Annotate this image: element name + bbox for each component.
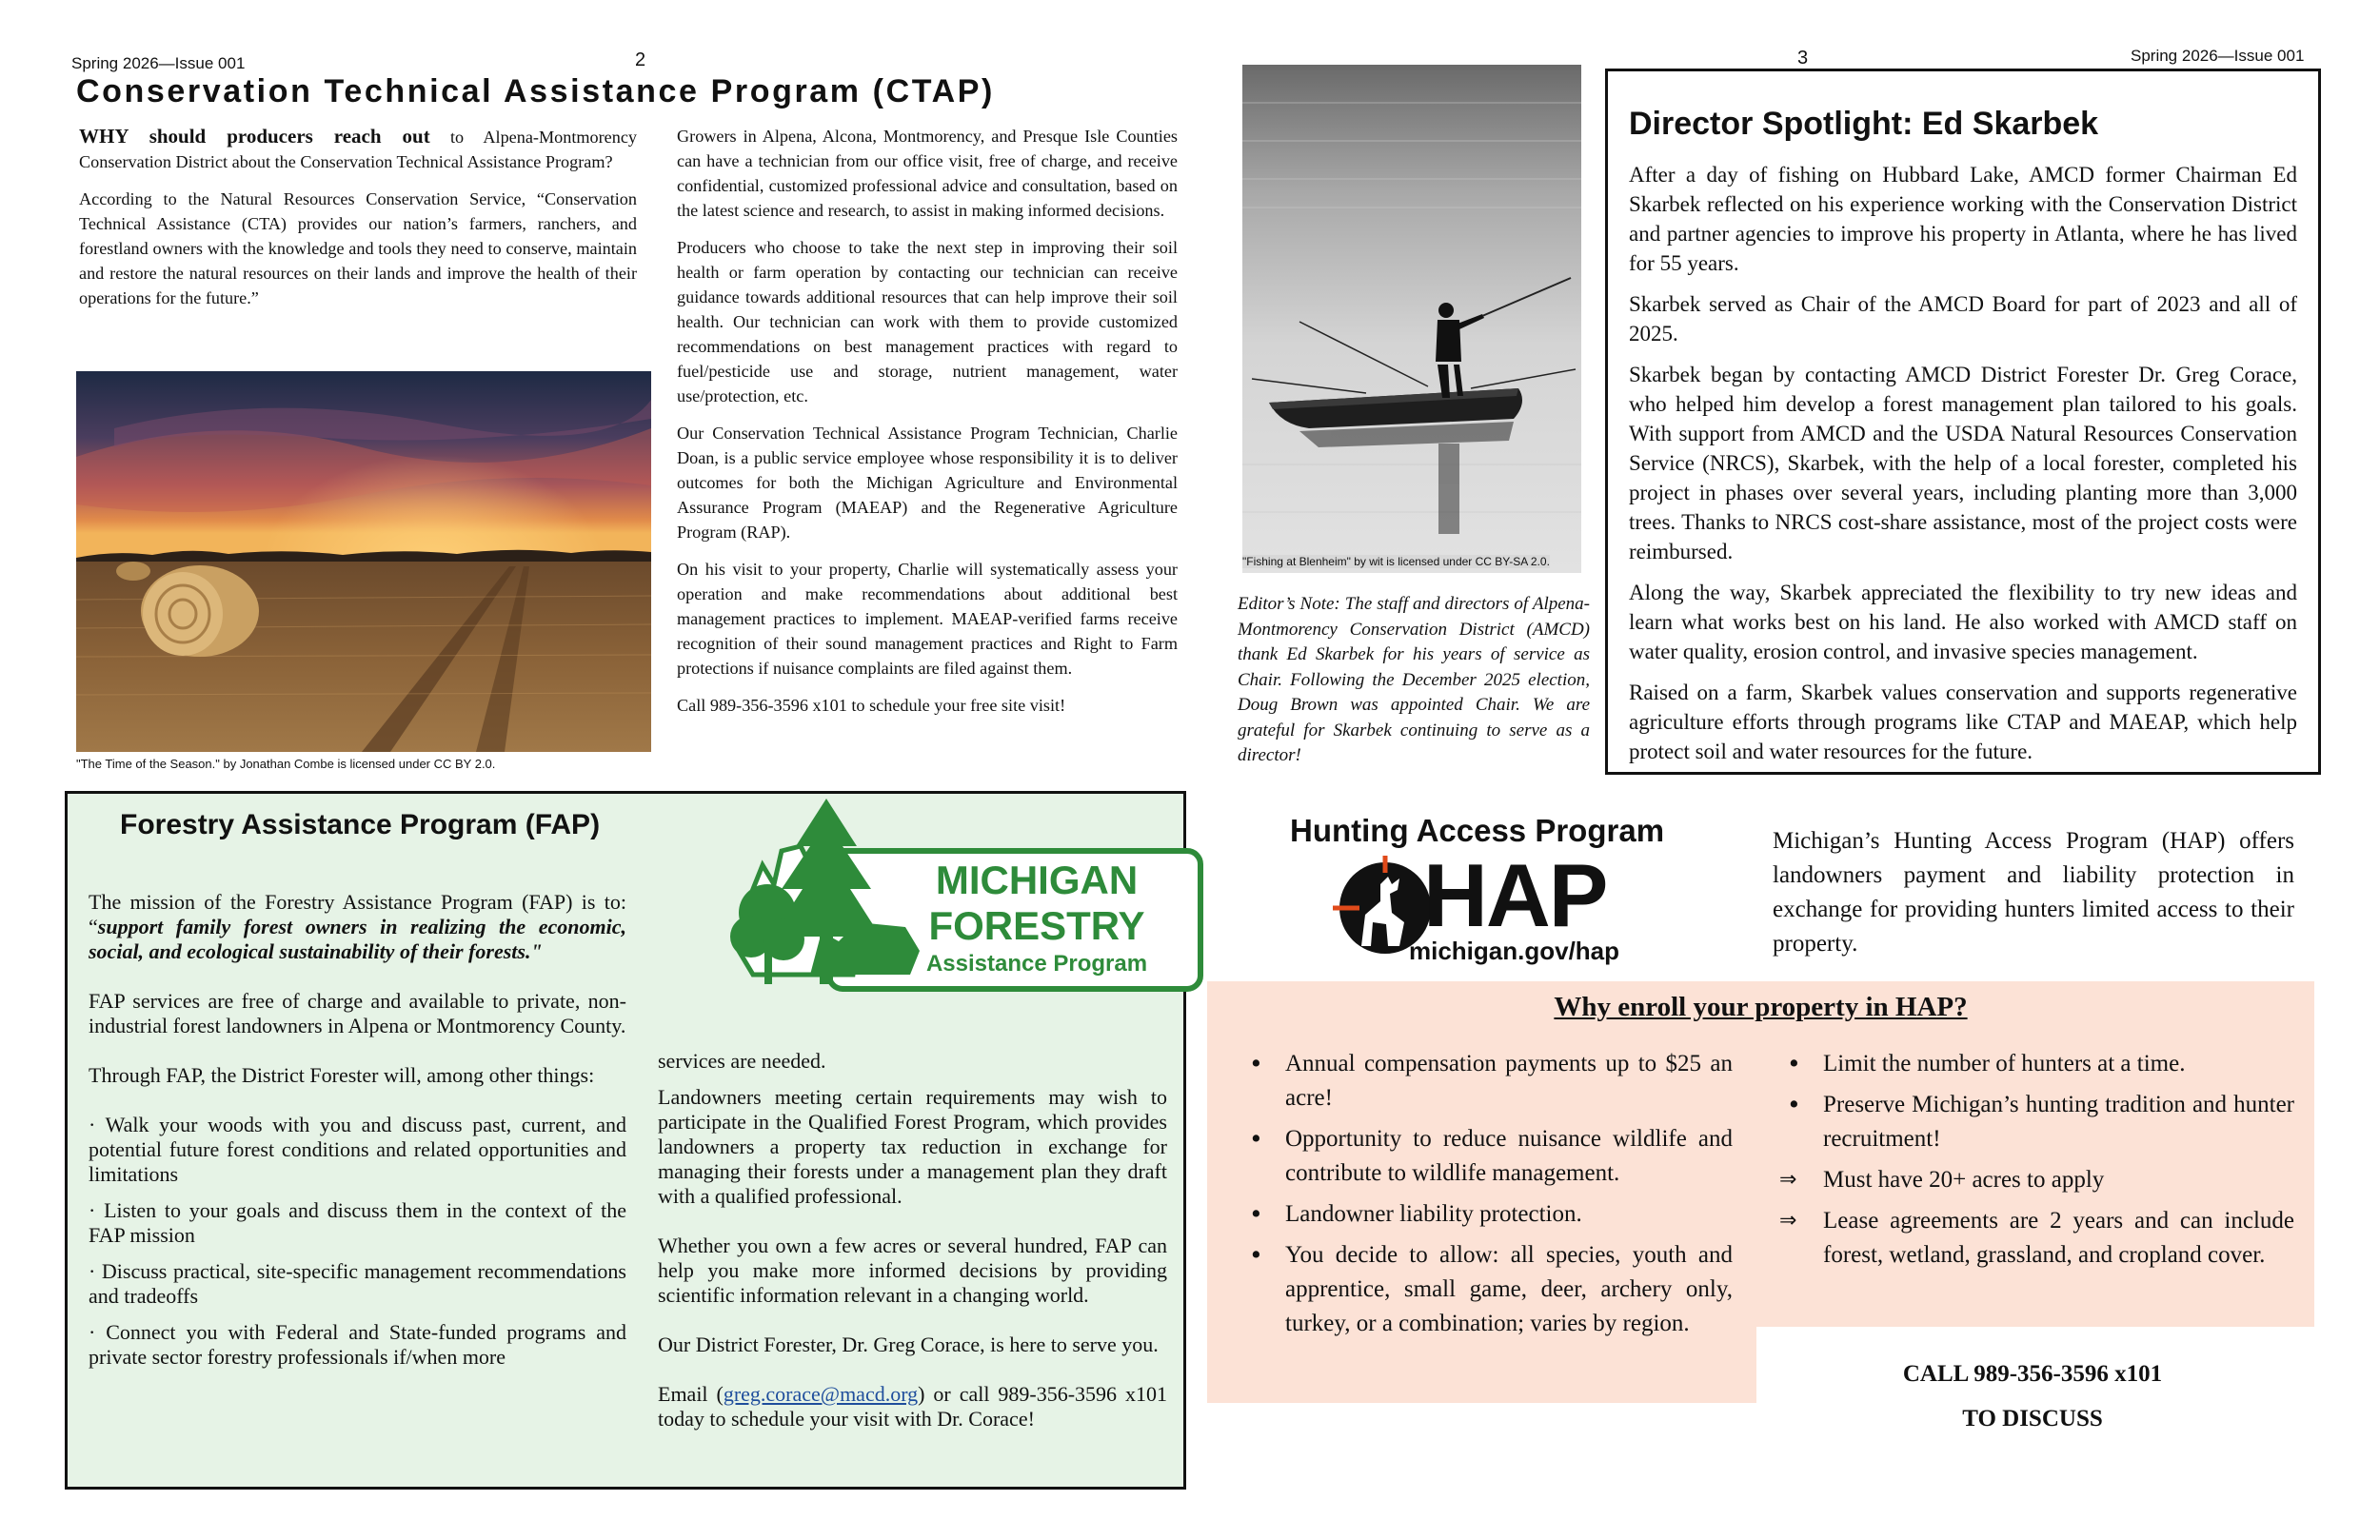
hap-call-line1: CALL 989-356-3596 x101 bbox=[1902, 1361, 2163, 1387]
michigan-forestry-logo bbox=[715, 799, 1210, 998]
spotlight-paragraph: Raised on a farm, Skarbek values conservation and supports regenerative agriculture efforts through programs like CTAP and MAEAP, which help protect soil and water resources for the future. bbox=[1629, 681, 2297, 763]
fap-mission bbox=[89, 890, 626, 964]
fap-right-column bbox=[658, 1049, 1167, 1431]
hap-benefit-text: Opportunity to reduce nuisance wildlife and contribute to wildlife management. bbox=[1285, 1126, 1733, 1186]
fap-through-paragraph: Through FAP, the District Forester will, among other things: bbox=[89, 1063, 595, 1087]
hap-requirement-item bbox=[1745, 1204, 2294, 1273]
ctap-paragraph: On his visit to your property, Charlie will systematically assess your operation and make recommendations about additional best management practices to implement. MAEAP-verified farms receive recognition of their sound management practices and Right to Farm protections if nuisance complaints are filed against them. bbox=[677, 560, 1178, 678]
forestry-logo-line1: MICHIGAN bbox=[935, 858, 1139, 902]
ctap-left-column bbox=[79, 124, 637, 323]
ctap-title: Conservation Technical Assistance Program (CTAP) bbox=[76, 73, 995, 109]
ctap-right-column bbox=[677, 124, 1178, 730]
hap-benefit-text: Preserve Michigan’s hunting tradition and hunter recruitment! bbox=[1823, 1092, 2294, 1152]
ctap-why-rest: to Alpena-Montmorency Conservation District about the Conservation Technical Assistance Program? bbox=[79, 128, 637, 171]
right-issue-header: Spring 2026—Issue 001 bbox=[2131, 47, 2305, 65]
arrow-right-icon: ⇒ bbox=[1779, 1209, 1797, 1233]
spotlight-paragraph: After a day of fishing on Hubbard Lake, AMCD former Chairman Ed Skarbek reflected on his experience working with the Conservation District and partner agencies to improve his property in Atlanta, where he has lived for 55 years. bbox=[1629, 163, 2297, 275]
spotlight-title: Director Spotlight: Ed Skarbek bbox=[1629, 106, 2099, 142]
fap-whether-paragraph: Whether you own a few acres or several hundred, FAP can help you make more informed decisions by providing scientific information relevant in a changing world. bbox=[658, 1234, 1167, 1307]
fap-title: Forestry Assistance Program (FAP) bbox=[120, 809, 601, 840]
fap-mission-quote: support family forest owners in realizing the economic, social, and ecological sustainability of their forests." bbox=[89, 915, 626, 963]
hap-call-line2: TO DISCUSS bbox=[1962, 1406, 2103, 1431]
fap-left-column bbox=[89, 890, 626, 1370]
hap-logo-big: HAP bbox=[1423, 845, 1607, 945]
fishing-illustration bbox=[1242, 65, 1581, 573]
hap-logo-title: Hunting Access Program bbox=[1290, 813, 1665, 848]
spotlight-paragraph: Skarbek served as Chair of the AMCD Board for part of 2023 and all of 2025. bbox=[1629, 292, 2297, 346]
fap-free-paragraph: FAP services are free of charge and available to private, non-industrial forest landowners in Alpena or Montmorency County. bbox=[89, 989, 626, 1037]
hap-why-title: Why enroll your property in HAP? bbox=[1554, 992, 1968, 1022]
hap-logo-url: michigan.gov/hap bbox=[1409, 937, 1620, 965]
ctap-paragraph: Growers in Alpena, Alcona, Montmorency, and Presque Isle Counties can have a technician from our office visit, free of charge, and receive confidential, customized professional advice and consultation, based on the latest science and research, to assist in making informed decisions. bbox=[677, 127, 1178, 220]
bullet-icon: • bbox=[1787, 1091, 1801, 1118]
hap-benefit-text: Limit the number of hunters at a time. bbox=[1823, 1051, 2186, 1076]
director-spotlight-box bbox=[1605, 69, 2321, 775]
hap-benefit-item bbox=[1207, 1122, 1733, 1191]
bullet-icon: • bbox=[1249, 1241, 1263, 1269]
hap-benefit-item bbox=[1207, 1047, 1733, 1116]
fap-email-rest: ) or call 989-356-3596 x101 today to schedule your visit with Dr. Corace! bbox=[658, 1382, 1167, 1431]
ctap-why-lead: WHY should producers reach out bbox=[79, 125, 430, 148]
arrow-right-icon: ⇒ bbox=[1779, 1168, 1797, 1192]
ctap-nrcs-paragraph: According to the Natural Resources Conservation Service, “Conservation Technical Assistance (CTA) provides our nation’s farmers, ranchers, and forestland owners with the knowledge and tools they need to conserve, maintain and restore the natural resources on their lands and improve the health of their operations for the future.” bbox=[79, 189, 637, 307]
hap-requirement-item bbox=[1745, 1163, 2294, 1197]
spotlight-paragraph: Along the way, Skarbek appreciated the flexibility to try new ideas and learn what works best on his land. He also worked with AMCD staff on water quality, erosion control, and invasive species management. bbox=[1629, 581, 2297, 663]
hap-benefit-item bbox=[1207, 1197, 1733, 1232]
hap-intro: Michigan’s Hunting Access Program (HAP) offers landowners payment and liability protection in exchange for providing hunters limited access to their property. bbox=[1773, 828, 2294, 957]
fap-continued: services are needed. bbox=[658, 1049, 826, 1073]
bullet-icon: • bbox=[1249, 1125, 1263, 1153]
ctap-why-paragraph bbox=[79, 124, 637, 174]
field-sunset-illustration bbox=[76, 371, 651, 752]
hap-logo bbox=[1290, 813, 1690, 979]
hap-right-list bbox=[1745, 1047, 2294, 1279]
forester-email-link[interactable]: greg.corace@macd.org bbox=[723, 1382, 919, 1406]
hap-benefit-text: Annual compensation payments up to $25 an acre! bbox=[1285, 1051, 1733, 1111]
fishing-image-credit: "Fishing at Blenheim" by wit is licensed under CC BY-SA 2.0. bbox=[1242, 555, 1550, 568]
field-sunset-image bbox=[76, 371, 651, 752]
hap-left-list bbox=[1207, 1047, 1733, 1348]
hap-requirement-text: Lease agreements are 2 years and can include forest, wetland, grassland, and cropland cover. bbox=[1823, 1208, 2294, 1268]
ctap-call-line: Call 989-356-3596 x101 to schedule your free site visit! bbox=[677, 696, 1066, 715]
bullet-icon: • bbox=[1249, 1200, 1263, 1228]
hap-benefit-item bbox=[1745, 1088, 2294, 1156]
fap-list-item: · Listen to your goals and discuss them in the context of the FAP mission bbox=[89, 1198, 626, 1247]
hap-benefit-item bbox=[1745, 1047, 2294, 1081]
fap-list-item: · Discuss practical, site-specific management recommendations and tradeoffs bbox=[89, 1259, 626, 1308]
right-page-number: 3 bbox=[1797, 48, 1809, 69]
hap-requirement-text: Must have 20+ acres to apply bbox=[1823, 1167, 2105, 1193]
fap-list-item: · Walk your woods with you and discuss past, current, and potential future forest conditions and related opportunities and limitations bbox=[89, 1113, 626, 1186]
fap-email-lead: Email ( bbox=[658, 1382, 724, 1406]
forestry-logo-line2: FORESTRY bbox=[928, 903, 1145, 948]
ctap-paragraph: Our Conservation Technical Assistance Program Technician, Charlie Doan, is a public service employee whose responsibility it is to deliver outcomes for both the Michigan Agriculture and Environmental Assurance Program (MAEAP) and the Regenerative Agriculture Program (RAP). bbox=[677, 424, 1178, 542]
hap-benefit-item bbox=[1207, 1238, 1733, 1341]
spotlight-paragraph: Skarbek began by contacting AMCD District Forester Dr. Greg Corace, who helped him develop a forest management plan tailored to his goals. With support from AMCD and the USDA Natural Resources Conservation Service (NRCS), Skarbek, with the help of a local forester, completed his project in phases over several years, including planting more than 3,000 trees. Thanks to NRCS cost-share assistance, most of the project costs were reimbursed. bbox=[1629, 363, 2297, 563]
hay-bale bbox=[141, 565, 259, 657]
ctap-paragraph: Producers who choose to take the next step in improving their soil health or farm operation by contacting our technician can receive guidance towards additional resources that can help improve their soil health. Our technician can work with them to provide customized recommendations on best management practices with regard to fuel/pesticide use and storage, nutrient management, water use/protection, etc. bbox=[677, 238, 1178, 405]
field-image-credit: "The Time of the Season." by Jonathan Combe is licensed under CC BY 2.0. bbox=[76, 757, 496, 771]
forestry-logo-line3: Assistance Program bbox=[925, 951, 1148, 977]
fap-mission-lead: The mission of the Forestry Assistance Program (FAP) is to: “ bbox=[89, 890, 626, 938]
fap-box bbox=[65, 791, 1186, 1490]
fap-email-paragraph bbox=[658, 1382, 1167, 1431]
fap-forester-paragraph: Our District Forester, Dr. Greg Corace, is here to serve you. bbox=[658, 1333, 1159, 1356]
fap-qfp-paragraph: Landowners meeting certain requirements may wish to participate in the Qualified Forest Program, which provides landowners a property tax reduction in exchange for managing their forests under a management plan they draft with a qualified professional. bbox=[658, 1085, 1167, 1208]
bullet-icon: • bbox=[1787, 1050, 1801, 1077]
left-issue-header: Spring 2026—Issue 001 bbox=[71, 54, 246, 72]
fishing-image bbox=[1242, 65, 1581, 573]
hap-benefit-text: You decide to allow: all species, youth and apprentice, small game, deer, archery only, turkey, or a combination; varies by region. bbox=[1285, 1242, 1733, 1336]
left-page-number: 2 bbox=[635, 49, 646, 70]
hap-benefit-text: Landowner liability protection. bbox=[1285, 1201, 1582, 1227]
editor-note: Editor’s Note: The staff and directors of Alpena-Montmorency Conservation District (AMCD) thank Ed Skarbek for his years of service as Chair. Following the December 2025 election, Doug Brown was appointed Chair. We are grateful for Skarbek continuing to serve as a director! bbox=[1238, 594, 1590, 765]
bullet-icon: • bbox=[1249, 1050, 1263, 1077]
fap-list-item: · Connect you with Federal and State-funded programs and private sector forestry professionals if/when more bbox=[89, 1320, 626, 1369]
